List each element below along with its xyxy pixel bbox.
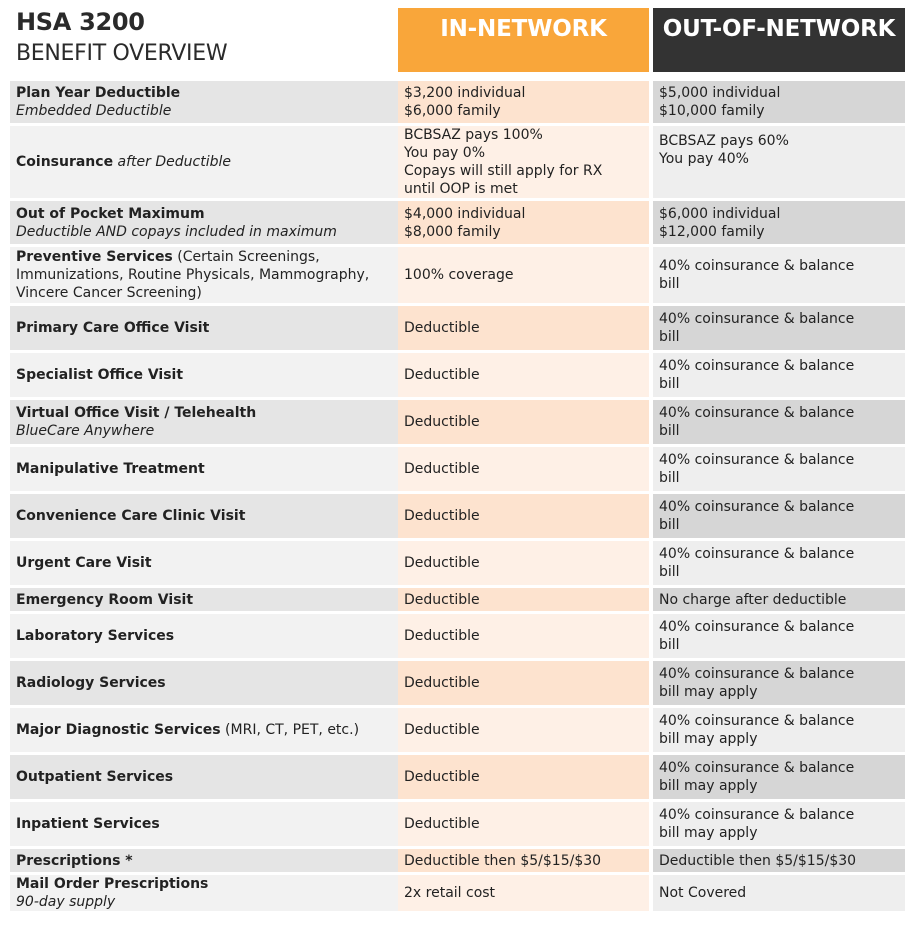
in-network-cell <box>398 126 653 198</box>
benefit-name-cell <box>10 306 398 350</box>
out-of-network-cell <box>653 400 905 444</box>
out-of-network-cell <box>653 708 905 752</box>
benefit-name: Virtual Office Visit / Telehealth <box>16 405 257 421</box>
in-network-value: $6,000 family <box>404 103 501 119</box>
out-of-network-value: You pay 40% <box>659 151 749 167</box>
benefit-row <box>10 306 905 350</box>
benefit-note: Deductible AND copays included in maximum <box>16 223 337 240</box>
benefit-row <box>10 126 905 198</box>
benefit-name: Prescriptions * <box>16 852 133 869</box>
benefit-row <box>10 802 905 846</box>
out-of-network-cell <box>653 353 905 397</box>
out-of-network-value: No charge after deductible <box>659 591 847 608</box>
in-network-value: Deductible <box>404 555 480 571</box>
benefit-name: Primary Care Office Visit <box>16 320 210 336</box>
benefits-table-body <box>10 81 905 911</box>
benefit-detail: (Certain Screenings, Immunizations, Routine Physicals, Mammography, Vincere Cancer Screening) <box>16 249 370 301</box>
out-of-network-cell <box>653 588 905 611</box>
benefit-row <box>10 849 905 872</box>
benefit-name: Major Diagnostic Services <box>16 722 221 738</box>
benefit-note: 90-day supply <box>16 894 116 910</box>
benefit-name: Plan Year Deductible <box>16 85 181 101</box>
in-network-value: Deductible <box>404 675 480 691</box>
out-of-network-cell <box>653 614 905 658</box>
in-network-value: Deductible <box>404 628 480 644</box>
out-of-network-value: bill <box>659 376 680 392</box>
benefit-name: Outpatient Services <box>16 769 174 785</box>
in-network-value: Deductible <box>404 508 480 524</box>
out-of-network-value: 40% coinsurance & balance <box>659 452 855 468</box>
out-of-network-value: bill <box>659 329 680 345</box>
benefit-name-cell <box>10 614 398 658</box>
out-of-network-cell <box>653 802 905 846</box>
out-of-network-value: 40% coinsurance & balance <box>659 405 855 421</box>
in-network-value: $3,200 individual <box>404 85 526 101</box>
in-network-cell <box>398 849 653 872</box>
out-of-network-value: bill <box>659 423 680 439</box>
in-network-value: Deductible <box>404 414 480 430</box>
benefit-name: Urgent Care Visit <box>16 555 152 571</box>
plan-subtitle: BENEFIT OVERVIEW <box>16 41 228 66</box>
benefit-name: Emergency Room Visit <box>16 591 194 608</box>
benefit-row <box>10 81 905 123</box>
in-network-value: $8,000 family <box>404 223 501 240</box>
out-of-network-cell <box>653 661 905 705</box>
benefit-name: Specialist Office Visit <box>16 367 184 383</box>
out-of-network-value: 40% coinsurance & balance <box>659 666 855 682</box>
benefit-name: Preventive Services <box>16 249 173 265</box>
out-of-network-value: $6,000 individual <box>659 205 781 222</box>
benefit-row <box>10 447 905 491</box>
out-of-network-value: bill <box>659 276 680 292</box>
in-network-cell <box>398 247 653 303</box>
in-network-cell <box>398 588 653 611</box>
benefit-name: Laboratory Services <box>16 628 175 644</box>
out-of-network-cell <box>653 247 905 303</box>
out-of-network-value: bill may apply <box>659 684 758 700</box>
benefit-name-cell <box>10 126 398 198</box>
out-of-network-value: bill <box>659 564 680 580</box>
plan-title: HSA 3200 <box>16 8 145 36</box>
benefit-name: Convenience Care Clinic Visit <box>16 508 246 524</box>
out-of-network-value: bill <box>659 637 680 653</box>
benefits-table <box>10 78 905 914</box>
out-of-network-value: bill <box>659 470 680 486</box>
benefit-name-cell <box>10 708 398 752</box>
benefit-name-cell <box>10 849 398 872</box>
in-network-cell <box>398 494 653 538</box>
out-of-network-value: $12,000 family <box>659 223 765 240</box>
out-of-network-cell <box>653 875 905 911</box>
in-network-value: Deductible then $5/$15/$30 <box>404 852 602 869</box>
out-of-network-value: 40% coinsurance & balance <box>659 760 855 776</box>
benefit-name-cell <box>10 353 398 397</box>
out-of-network-cell <box>653 541 905 585</box>
in-network-value: Deductible <box>404 461 480 477</box>
out-of-network-value: 40% coinsurance & balance <box>659 713 855 729</box>
benefit-note: Embedded Deductible <box>16 103 172 119</box>
in-network-value: until OOP is met <box>404 181 518 197</box>
benefit-name: Coinsurance <box>16 154 114 170</box>
out-of-network-cell <box>653 81 905 123</box>
out-of-network-value: 40% coinsurance & balance <box>659 619 855 635</box>
benefit-row <box>10 875 905 911</box>
in-network-cell <box>398 81 653 123</box>
out-of-network-value: Deductible then $5/$15/$30 <box>659 852 857 869</box>
benefit-name-cell <box>10 447 398 491</box>
out-of-network-value: BCBSAZ pays 60% <box>659 133 789 149</box>
in-network-cell <box>398 708 653 752</box>
benefit-name: Mail Order Prescriptions <box>16 876 209 892</box>
benefit-row <box>10 755 905 799</box>
in-network-cell <box>398 875 653 911</box>
benefit-name-cell <box>10 661 398 705</box>
benefit-detail: (MRI, CT, PET, etc.) <box>225 722 360 738</box>
benefit-name-cell <box>10 400 398 444</box>
benefit-note: BlueCare Anywhere <box>16 423 155 439</box>
in-network-value: Copays will still apply for RX <box>404 163 603 179</box>
benefit-row <box>10 201 905 244</box>
out-of-network-value: 40% coinsurance & balance <box>659 311 855 327</box>
benefit-name-cell <box>10 494 398 538</box>
benefit-name-cell <box>10 201 398 244</box>
benefit-row <box>10 661 905 705</box>
in-network-cell <box>398 353 653 397</box>
out-of-network-value: bill may apply <box>659 825 758 841</box>
out-of-network-cell <box>653 306 905 350</box>
in-network-cell <box>398 306 653 350</box>
in-network-value: Deductible <box>404 591 480 608</box>
benefit-name-cell <box>10 541 398 585</box>
out-of-network-cell <box>653 126 905 198</box>
out-of-network-value: $10,000 family <box>659 103 765 119</box>
benefit-name: Inpatient Services <box>16 816 160 832</box>
out-of-network-cell <box>653 755 905 799</box>
in-network-value: BCBSAZ pays 100% <box>404 127 543 143</box>
in-network-value: Deductible <box>404 320 480 336</box>
benefit-row <box>10 614 905 658</box>
benefit-note: after Deductible <box>117 154 231 170</box>
benefit-row <box>10 247 905 303</box>
out-of-network-cell <box>653 201 905 244</box>
out-of-network-header: OUT-OF-NETWORK <box>653 8 905 72</box>
in-network-cell <box>398 447 653 491</box>
in-network-cell <box>398 541 653 585</box>
in-network-value: You pay 0% <box>404 145 485 161</box>
in-network-value: Deductible <box>404 769 480 785</box>
out-of-network-value: $5,000 individual <box>659 85 781 101</box>
benefit-row <box>10 400 905 444</box>
out-of-network-value: bill may apply <box>659 778 758 794</box>
in-network-header: IN-NETWORK <box>398 8 649 72</box>
benefit-name-cell <box>10 755 398 799</box>
benefit-name-cell <box>10 588 398 611</box>
in-network-cell <box>398 614 653 658</box>
in-network-value: Deductible <box>404 367 480 383</box>
benefit-name: Out of Pocket Maximum <box>16 205 205 222</box>
in-network-cell <box>398 661 653 705</box>
benefit-name-cell <box>10 247 398 303</box>
in-network-value: 100% coverage <box>404 267 514 283</box>
benefit-name: Manipulative Treatment <box>16 461 205 477</box>
benefit-row <box>10 588 905 611</box>
in-network-value: Deductible <box>404 722 480 738</box>
out-of-network-value: 40% coinsurance & balance <box>659 258 855 274</box>
out-of-network-value: 40% coinsurance & balance <box>659 499 855 515</box>
out-of-network-cell <box>653 849 905 872</box>
benefit-name: Radiology Services <box>16 675 166 691</box>
out-of-network-cell <box>653 494 905 538</box>
benefit-row <box>10 708 905 752</box>
out-of-network-value: 40% coinsurance & balance <box>659 546 855 562</box>
benefit-name-cell <box>10 875 398 911</box>
in-network-cell <box>398 201 653 244</box>
benefit-name-cell <box>10 81 398 123</box>
in-network-value: 2x retail cost <box>404 885 496 901</box>
out-of-network-cell <box>653 447 905 491</box>
out-of-network-value: 40% coinsurance & balance <box>659 358 855 374</box>
benefit-row <box>10 494 905 538</box>
in-network-cell <box>398 802 653 846</box>
benefit-name-cell <box>10 802 398 846</box>
out-of-network-value: bill may apply <box>659 731 758 747</box>
benefit-row <box>10 541 905 585</box>
out-of-network-value: Not Covered <box>659 885 747 901</box>
in-network-value: Deductible <box>404 816 480 832</box>
out-of-network-value: 40% coinsurance & balance <box>659 807 855 823</box>
benefit-row <box>10 353 905 397</box>
in-network-value: $4,000 individual <box>404 205 526 222</box>
out-of-network-value: bill <box>659 517 680 533</box>
in-network-cell <box>398 755 653 799</box>
in-network-cell <box>398 400 653 444</box>
